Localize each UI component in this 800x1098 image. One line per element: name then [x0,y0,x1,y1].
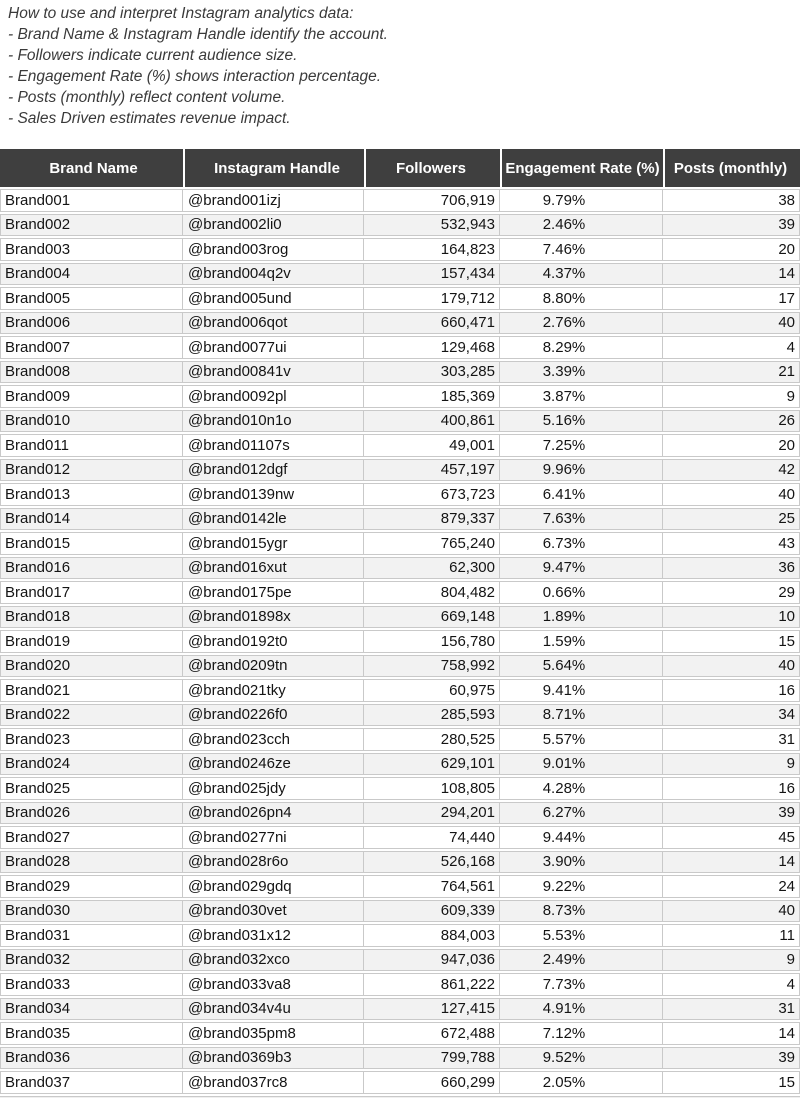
table-row [0,532,800,555]
posts-cell: 40 [663,483,800,506]
posts-cell: 20 [663,238,800,261]
instructions-line-engagement: - Engagement Rate (%) shows interaction percentage. [8,68,382,85]
followers-cell: 526,168 [364,851,500,874]
instagram-handle-cell: @brand0246ze [183,753,364,776]
followers-cell: 672,488 [364,1022,500,1045]
engagement-rate-cell: 9.79% [500,189,663,212]
engagement-rate-cell: 0.66% [500,581,663,604]
engagement-rate-cell: 9.22% [500,875,663,898]
instagram-handle-cell: @brand015ygr [183,532,364,555]
followers-cell: 804,482 [364,581,500,604]
followers-cell: 660,471 [364,312,500,335]
table-header [0,149,800,187]
instagram-handle-cell: @brand026pn4 [183,802,364,825]
brand-name-cell: Brand033 [0,973,183,996]
brand-name-cell: Brand012 [0,459,183,482]
followers-cell: 164,823 [364,238,500,261]
instagram-handle-cell: @brand01107s [183,434,364,457]
followers-cell: 673,723 [364,483,500,506]
instagram-handle-cell: @brand012dgf [183,459,364,482]
posts-cell: 40 [663,655,800,678]
posts-cell: 4 [663,336,800,359]
table-row [0,434,800,457]
posts-cell: 25 [663,508,800,531]
column-header-brand-name: Brand Name [0,149,183,187]
followers-cell: 861,222 [364,973,500,996]
instagram-handle-cell: @brand0369b3 [183,1047,364,1070]
table-row [0,557,800,580]
brand-name-cell: Brand034 [0,998,183,1021]
brand-name-cell: Brand003 [0,238,183,261]
posts-cell: 17 [663,287,800,310]
column-header-engagement-rate: Engagement Rate (%) [500,149,663,187]
followers-cell: 157,434 [364,263,500,286]
posts-cell: 24 [663,875,800,898]
followers-cell: 884,003 [364,924,500,947]
instagram-handle-cell: @brand002li0 [183,214,364,237]
brand-name-cell: Brand036 [0,1047,183,1070]
posts-cell: 11 [663,924,800,947]
table-row [0,189,800,212]
engagement-rate-cell: 6.27% [500,802,663,825]
table-row [0,704,800,727]
table-row [0,900,800,923]
posts-cell: 36 [663,557,800,580]
engagement-rate-cell: 4.28% [500,777,663,800]
table-row [0,287,800,310]
brand-name-cell: Brand018 [0,606,183,629]
brand-name-cell: Brand029 [0,875,183,898]
table-row [0,1047,800,1070]
followers-cell: 706,919 [364,189,500,212]
brand-name-cell: Brand022 [0,704,183,727]
brand-name-cell: Brand030 [0,900,183,923]
followers-cell: 764,561 [364,875,500,898]
engagement-rate-cell: 9.41% [500,679,663,702]
posts-cell: 14 [663,1022,800,1045]
instructions-block [0,0,800,129]
table-row [0,1071,800,1094]
followers-cell: 108,805 [364,777,500,800]
engagement-rate-cell: 1.59% [500,630,663,653]
engagement-rate-cell: 5.57% [500,728,663,751]
brand-name-cell: Brand020 [0,655,183,678]
column-header-instagram-handle: Instagram Handle [183,149,364,187]
engagement-rate-cell: 4.37% [500,263,663,286]
brand-name-cell: Brand011 [0,434,183,457]
engagement-rate-cell: 6.41% [500,483,663,506]
brand-name-cell: Brand027 [0,826,183,849]
followers-cell: 294,201 [364,802,500,825]
table-row [0,949,800,972]
posts-cell: 16 [663,679,800,702]
instagram-handle-cell: @brand033va8 [183,973,364,996]
posts-cell: 40 [663,900,800,923]
engagement-rate-cell: 9.47% [500,557,663,580]
posts-cell: 10 [663,606,800,629]
instagram-handle-cell: @brand016xut [183,557,364,580]
followers-cell: 609,339 [364,900,500,923]
followers-cell: 280,525 [364,728,500,751]
instagram-handle-cell: @brand0139nw [183,483,364,506]
table-row [0,753,800,776]
table-body [0,189,800,1094]
followers-cell: 156,780 [364,630,500,653]
brand-name-cell: Brand017 [0,581,183,604]
engagement-rate-cell: 9.96% [500,459,663,482]
instructions-line-followers: - Followers indicate current audience size. [8,47,298,64]
table-row [0,508,800,531]
table-row [0,385,800,408]
instagram-handle-cell: @brand0142le [183,508,364,531]
brand-name-cell: Brand010 [0,410,183,433]
table-row [0,483,800,506]
instagram-handle-cell: @brand031x12 [183,924,364,947]
engagement-rate-cell: 7.12% [500,1022,663,1045]
instagram-handle-cell: @brand0175pe [183,581,364,604]
table-row [0,312,800,335]
engagement-rate-cell: 4.91% [500,998,663,1021]
brand-name-cell: Brand023 [0,728,183,751]
table-row [0,728,800,751]
engagement-rate-cell: 2.46% [500,214,663,237]
table-row [0,679,800,702]
followers-cell: 127,415 [364,998,500,1021]
engagement-rate-cell: 9.52% [500,1047,663,1070]
posts-cell: 43 [663,532,800,555]
brand-name-cell: Brand001 [0,189,183,212]
instagram-handle-cell: @brand0092pl [183,385,364,408]
posts-cell: 16 [663,777,800,800]
followers-cell: 669,148 [364,606,500,629]
instagram-handle-cell: @brand035pm8 [183,1022,364,1045]
posts-cell: 34 [663,704,800,727]
instagram-handle-cell: @brand0192t0 [183,630,364,653]
table-row [0,1022,800,1045]
instagram-handle-cell: @brand025jdy [183,777,364,800]
engagement-rate-cell: 8.73% [500,900,663,923]
posts-cell: 38 [663,189,800,212]
engagement-rate-cell: 2.49% [500,949,663,972]
instagram-handle-cell: @brand034v4u [183,998,364,1021]
engagement-rate-cell: 3.90% [500,851,663,874]
followers-cell: 303,285 [364,361,500,384]
brand-name-cell: Brand028 [0,851,183,874]
engagement-rate-cell: 5.64% [500,655,663,678]
table-row [0,924,800,947]
table-header-row [0,149,800,187]
instructions-title: How to use and interpret Instagram analytics data: [8,5,354,22]
instagram-handle-cell: @brand0226f0 [183,704,364,727]
column-header-followers: Followers [364,149,500,187]
followers-cell: 49,001 [364,434,500,457]
brand-name-cell: Brand032 [0,949,183,972]
instagram-handle-cell: @brand0077ui [183,336,364,359]
table-row [0,336,800,359]
table-row [0,238,800,261]
instructions-line-sales: - Sales Driven estimates revenue impact. [8,110,291,127]
posts-cell: 45 [663,826,800,849]
brand-name-cell: Brand005 [0,287,183,310]
column-header-posts-monthly: Posts (monthly) [663,149,800,187]
table-row [0,851,800,874]
engagement-rate-cell: 2.76% [500,312,663,335]
table-row [0,826,800,849]
engagement-rate-cell: 7.63% [500,508,663,531]
posts-cell: 4 [663,973,800,996]
instagram-handle-cell: @brand003rog [183,238,364,261]
instagram-handle-cell: @brand0277ni [183,826,364,849]
table-row [0,410,800,433]
posts-cell: 39 [663,1047,800,1070]
brand-name-cell: Brand026 [0,802,183,825]
engagement-rate-cell: 6.73% [500,532,663,555]
instagram-handle-cell: @brand01898x [183,606,364,629]
brand-name-cell: Brand006 [0,312,183,335]
table-row [0,361,800,384]
posts-cell: 42 [663,459,800,482]
brand-name-cell: Brand021 [0,679,183,702]
instagram-handle-cell: @brand023cch [183,728,364,751]
engagement-rate-cell: 5.53% [500,924,663,947]
posts-cell: 15 [663,1071,800,1094]
followers-cell: 179,712 [364,287,500,310]
posts-cell: 39 [663,802,800,825]
instagram-handle-cell: @brand032xco [183,949,364,972]
followers-cell: 799,788 [364,1047,500,1070]
table-row [0,263,800,286]
instagram-handle-cell: @brand006qot [183,312,364,335]
engagement-rate-cell: 8.71% [500,704,663,727]
brand-name-cell: Brand019 [0,630,183,653]
engagement-rate-cell: 7.25% [500,434,663,457]
posts-cell: 14 [663,851,800,874]
instructions-line-posts: - Posts (monthly) reflect content volume. [8,89,286,106]
table-row [0,802,800,825]
brand-name-cell: Brand025 [0,777,183,800]
brand-name-cell: Brand013 [0,483,183,506]
table-row [0,581,800,604]
posts-cell: 31 [663,728,800,751]
instagram-handle-cell: @brand001izj [183,189,364,212]
instagram-handle-cell: @brand021tky [183,679,364,702]
posts-cell: 40 [663,312,800,335]
posts-cell: 29 [663,581,800,604]
posts-cell: 9 [663,753,800,776]
posts-cell: 21 [663,361,800,384]
followers-cell: 74,440 [364,826,500,849]
followers-cell: 185,369 [364,385,500,408]
posts-cell: 20 [663,434,800,457]
table-row [0,655,800,678]
followers-cell: 879,337 [364,508,500,531]
posts-cell: 9 [663,949,800,972]
instagram-handle-cell: @brand030vet [183,900,364,923]
posts-cell: 39 [663,214,800,237]
brand-name-cell: Brand008 [0,361,183,384]
engagement-rate-cell: 9.01% [500,753,663,776]
engagement-rate-cell: 7.46% [500,238,663,261]
brand-name-cell: Brand002 [0,214,183,237]
table-row [0,777,800,800]
brand-name-cell: Brand009 [0,385,183,408]
followers-cell: 60,975 [364,679,500,702]
brand-name-cell: Brand031 [0,924,183,947]
followers-cell: 400,861 [364,410,500,433]
engagement-rate-cell: 1.89% [500,606,663,629]
instagram-handle-cell: @brand004q2v [183,263,364,286]
instagram-handle-cell: @brand0209tn [183,655,364,678]
brand-name-cell: Brand035 [0,1022,183,1045]
table-row [0,214,800,237]
engagement-rate-cell: 7.73% [500,973,663,996]
followers-cell: 129,468 [364,336,500,359]
posts-cell: 26 [663,410,800,433]
followers-cell: 532,943 [364,214,500,237]
brand-name-cell: Brand004 [0,263,183,286]
instagram-handle-cell: @brand00841v [183,361,364,384]
instructions-line-brand: - Brand Name & Instagram Handle identify the account. [8,26,388,43]
followers-cell: 765,240 [364,532,500,555]
followers-cell: 629,101 [364,753,500,776]
posts-cell: 31 [663,998,800,1021]
engagement-rate-cell: 3.87% [500,385,663,408]
instagram-handle-cell: @brand010n1o [183,410,364,433]
brand-name-cell: Brand015 [0,532,183,555]
table-row [0,875,800,898]
followers-cell: 660,299 [364,1071,500,1094]
instagram-handle-cell: @brand037rc8 [183,1071,364,1094]
instagram-handle-cell: @brand028r6o [183,851,364,874]
brand-name-cell: Brand007 [0,336,183,359]
engagement-rate-cell: 3.39% [500,361,663,384]
table-row [0,630,800,653]
table-row [0,459,800,482]
brand-name-cell: Brand016 [0,557,183,580]
engagement-rate-cell: 8.29% [500,336,663,359]
posts-cell: 15 [663,630,800,653]
followers-cell: 62,300 [364,557,500,580]
engagement-rate-cell: 8.80% [500,287,663,310]
engagement-rate-cell: 2.05% [500,1071,663,1094]
brand-name-cell: Brand014 [0,508,183,531]
table-row [0,998,800,1021]
posts-cell: 14 [663,263,800,286]
instagram-analytics-table [0,147,800,1096]
engagement-rate-cell: 9.44% [500,826,663,849]
engagement-rate-cell: 5.16% [500,410,663,433]
instagram-handle-cell: @brand005und [183,287,364,310]
brand-name-cell: Brand024 [0,753,183,776]
followers-cell: 758,992 [364,655,500,678]
posts-cell: 9 [663,385,800,408]
followers-cell: 285,593 [364,704,500,727]
followers-cell: 457,197 [364,459,500,482]
table-row [0,973,800,996]
followers-cell: 947,036 [364,949,500,972]
instagram-handle-cell: @brand029gdq [183,875,364,898]
table-row [0,606,800,629]
brand-name-cell: Brand037 [0,1071,183,1094]
